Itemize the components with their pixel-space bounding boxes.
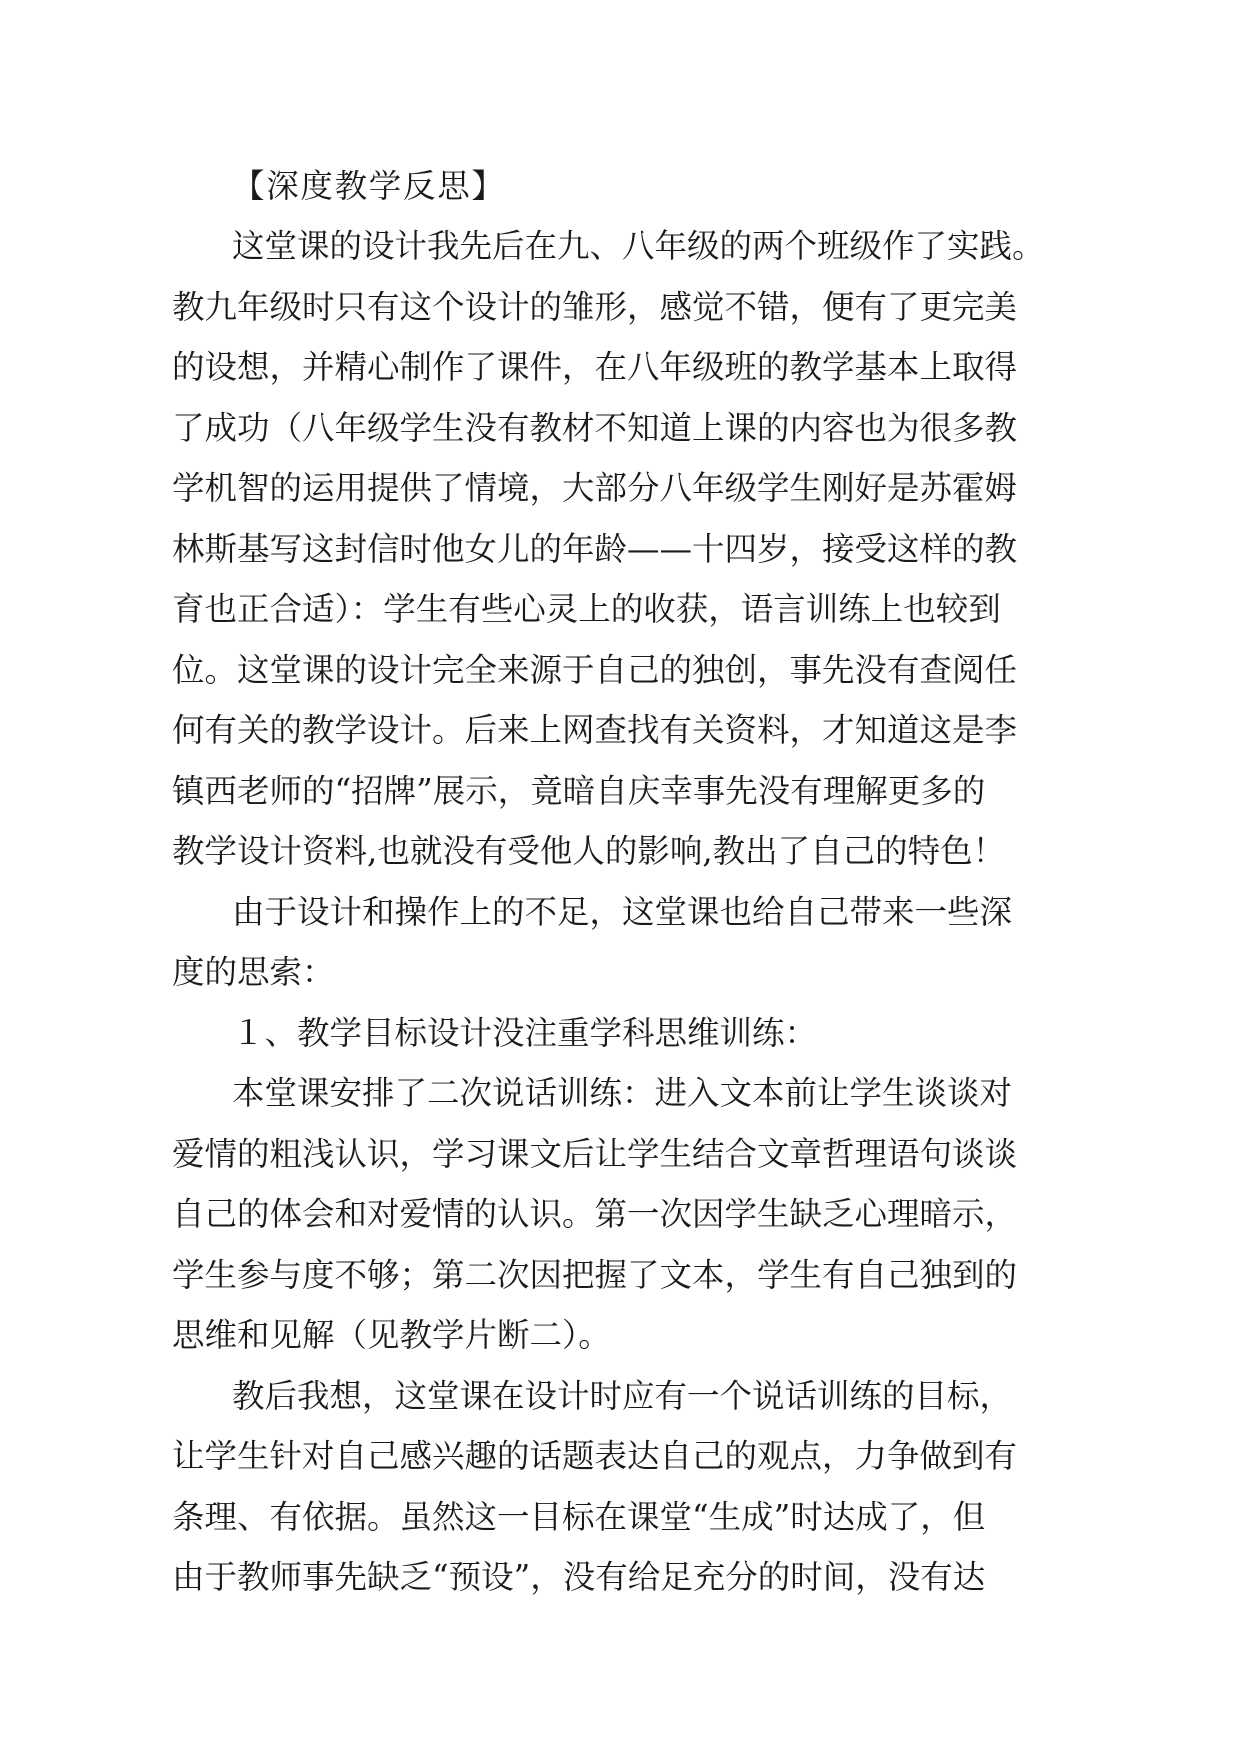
paragraph-line: 位。这堂课的设计完全来源于自己的独创，事先没有查阅任 (172, 651, 1018, 689)
paragraph-line: 教学设计资料,也就没有受他人的影响,教出了自己的特色！ (172, 832, 1006, 870)
paragraph-line: 了成功（八年级学生没有教材不知道上课的内容也为很多教 (172, 409, 1018, 447)
paragraph-line: 的设想，并精心制作了课件，在八年级班的教学基本上取得 (172, 348, 1018, 386)
paragraph-line: 让学生针对自己感兴趣的话题表达自己的观点，力争做到有 (172, 1437, 1018, 1475)
paragraph-line: 教九年级时只有这个设计的雏形，感觉不错，便有了更完美 (172, 288, 1018, 326)
paragraph-line: 由于设计和操作上的不足，这堂课也给自己带来一些深 (232, 893, 1013, 931)
paragraph-line: 教后我想，这堂课在设计时应有一个说话训练的目标， (232, 1377, 1013, 1415)
paragraph-line: 育也正合适）：学生有些心灵上的收获，语言训练上也较到 (172, 590, 1001, 628)
paragraph-line: 自己的体会和对爱情的认识。第一次因学生缺乏心理暗示， (172, 1195, 1018, 1233)
paragraph-line: 度的思索： (172, 953, 335, 991)
section-heading: 【深度教学反思】 (232, 167, 506, 205)
paragraph-line: 林斯基写这封信时他女儿的年龄——十四岁，接受这样的教 (172, 530, 1018, 568)
paragraph-line: 学机智的运用提供了情境，大部分八年级学生刚好是苏霍姆 (172, 469, 1018, 507)
paragraph-line: 本堂课安排了二次说话训练：进入文本前让学生谈谈对 (232, 1074, 1013, 1112)
paragraph-line: 何有关的教学设计。后来上网查找有关资料，才知道这是李 (172, 711, 1018, 749)
paragraph-line: 爱情的粗浅认识，学习课文后让学生结合文章哲理语句谈谈 (172, 1135, 1018, 1173)
paragraph-line: 学生参与度不够；第二次因把握了文本，学生有自己独到的 (172, 1256, 1018, 1294)
paragraph-line: 条理、有依据。虽然这一目标在课堂“生成”时达成了，但 (172, 1498, 986, 1536)
paragraph-line: 由于教师事先缺乏“预设”，没有给足充分的时间，没有达 (172, 1558, 986, 1596)
paragraph-line: 这堂课的设计我先后在九、八年级的两个班级作了实践。 (232, 227, 1045, 265)
list-item-heading: １、教学目标设计没注重学科思维训练： (232, 1014, 818, 1052)
paragraph-line: 思维和见解（见教学片断二）。 (172, 1316, 611, 1354)
paragraph-line: 镇西老师的“招牌”展示，竟暗自庆幸事先没有理解更多的 (172, 772, 986, 810)
